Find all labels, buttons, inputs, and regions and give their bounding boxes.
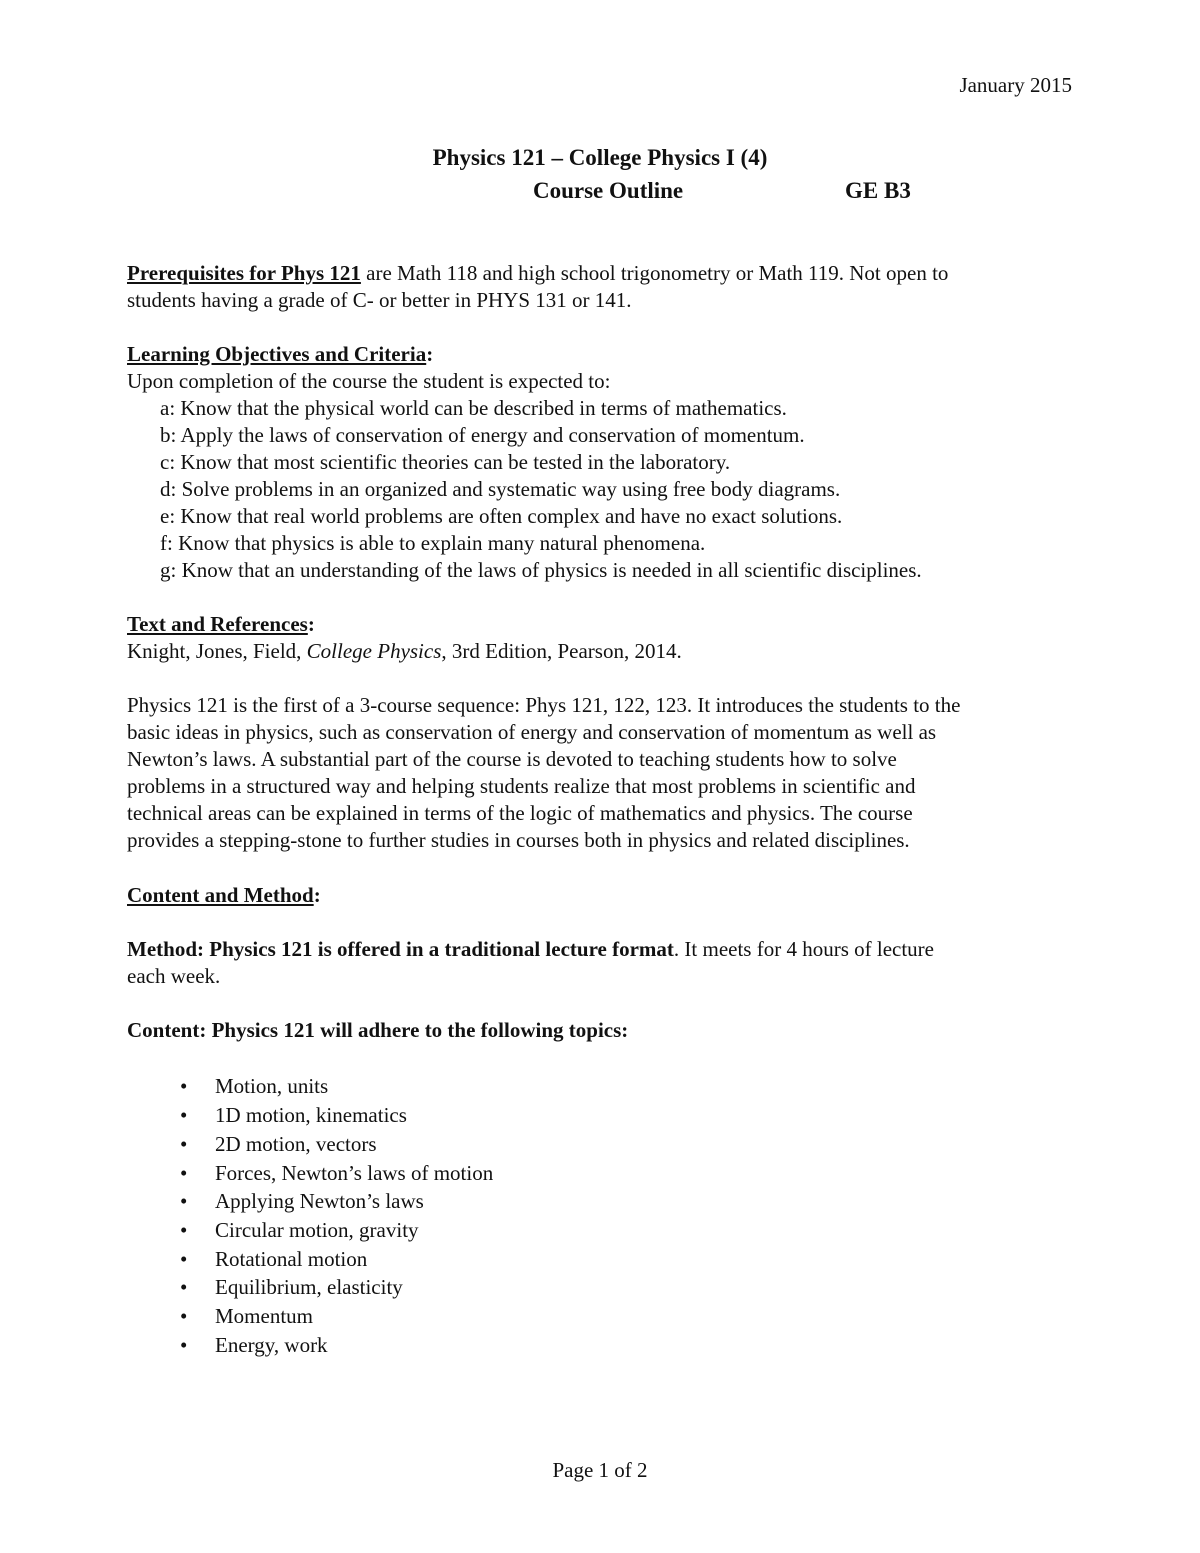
textbook-authors: Knight, Jones, Field, (127, 639, 307, 663)
objectives-intro: Upon completion of the course the student is expected to: (127, 369, 611, 393)
objective-letter: b: (160, 423, 177, 447)
textbook-citation (127, 638, 1077, 665)
bullet-icon: • (180, 1304, 188, 1328)
description-line: provides a stepping-stone to further studies in courses both in physics and related disciplines. (127, 828, 910, 852)
objective-item (160, 557, 922, 584)
topic-item (180, 1217, 419, 1244)
textbook-title: College Physics (306, 639, 442, 663)
topic-item (180, 1332, 328, 1359)
objective-text: Know that physics is able to explain many natural phenomena. (178, 531, 706, 555)
ge-category-label: GE B3 (845, 178, 911, 203)
bullet-icon: • (180, 1103, 188, 1127)
prerequisites-text-1: are Math 118 and high school trigonometry or Math 119. Not open to (360, 261, 949, 285)
course-title: Physics 121 – College Physics I (4) (432, 145, 768, 170)
references-section (127, 611, 1077, 665)
objectives-heading-line: Learning Objectives and Criteria: (127, 342, 434, 366)
bullet-icon: • (180, 1333, 188, 1357)
references-heading: Text and References (127, 612, 308, 636)
method-detail: . It meets for 4 hours of lecture (673, 937, 934, 961)
objective-item (160, 503, 842, 530)
method-statement: Method: Physics 121 is offered in a traditional lecture format (127, 937, 674, 961)
objective-text: Solve problems in an organized and systematic way using free body diagrams. (181, 477, 841, 501)
topic-item (180, 1131, 377, 1158)
topic-text: 2D motion, vectors (215, 1132, 377, 1156)
topic-text: 1D motion, kinematics (215, 1103, 407, 1127)
topic-text: Rotational motion (215, 1247, 368, 1271)
topic-item (180, 1160, 493, 1187)
objective-text: Know that the physical world can be described in terms of mathematics. (180, 396, 787, 420)
objective-letter: a: (160, 396, 176, 420)
objective-text: Know that real world problems are often complex and have no exact solutions. (180, 504, 843, 528)
prerequisites-text-2: students having a grade of C- or better in PHYS 131 or 141. (127, 288, 632, 312)
topic-item (180, 1274, 403, 1301)
objective-letter: c: (160, 450, 176, 474)
bullet-icon: • (180, 1218, 188, 1242)
objective-item (160, 395, 787, 422)
objective-text: Apply the laws of conservation of energy and conservation of momentum. (180, 423, 805, 447)
description-line: technical areas can be explained in terms of the logic of mathematics and physics. The course (127, 801, 913, 825)
bullet-icon: • (180, 1275, 188, 1299)
objective-letter: f: (160, 531, 173, 555)
topic-item (180, 1188, 424, 1215)
description-line: problems in a structured way and helping students realize that most problems in scientific and (127, 774, 916, 798)
bullet-icon: • (180, 1132, 188, 1156)
description-line: Physics 121 is the first of a 3-course sequence: Phys 121, 122, 123. It introduces the students to the (127, 693, 961, 717)
topic-text: Momentum (215, 1304, 313, 1328)
objectives-header (127, 341, 1077, 395)
prerequisites-line1 (127, 260, 1077, 287)
content-method-heading: Content and Method (127, 883, 314, 907)
objective-text: Know that an understanding of the laws of physics is needed in all scientific disciplines. (181, 558, 922, 582)
objective-item (160, 422, 805, 449)
topic-text: Applying Newton’s laws (215, 1189, 424, 1213)
method-paragraph (127, 936, 1077, 990)
prerequisites-heading: Prerequisites for Phys 121 (127, 261, 361, 285)
content-method-heading-line: Content and Method: (127, 883, 321, 907)
topic-text: Forces, Newton’s laws of motion (215, 1161, 494, 1185)
description-line: basic ideas in physics, such as conservation of energy and conservation of momentum as well as (127, 720, 937, 744)
topic-item (180, 1246, 367, 1273)
topic-text: Motion, units (215, 1074, 329, 1098)
objective-letter: e: (160, 504, 176, 528)
document-date: January 2015 (959, 73, 1072, 97)
bullet-icon: • (180, 1189, 188, 1213)
content-heading: Content: Physics 121 will adhere to the following topics: (127, 1018, 629, 1042)
references-heading-line: Text and References: (127, 612, 315, 636)
objectives-heading: Learning Objectives and Criteria (127, 342, 427, 366)
course-outline-label: Course Outline (533, 178, 684, 203)
description-line: Newton’s laws. A substantial part of the course is devoted to teaching students how to solve (127, 747, 897, 771)
objective-letter: g: (160, 558, 177, 582)
topic-item (180, 1303, 313, 1330)
topic-text: Energy, work (215, 1333, 328, 1357)
method-detail-line2: each week. (127, 964, 221, 988)
topic-text: Equilibrium, elasticity (215, 1275, 403, 1299)
objective-letter: d: (160, 477, 177, 501)
course-description (127, 692, 1077, 854)
objective-item (160, 530, 705, 557)
page-number: Page 1 of 2 (552, 1458, 648, 1482)
objective-item (160, 476, 840, 503)
topic-text: Circular motion, gravity (215, 1218, 419, 1242)
objective-text: Know that most scientific theories can be tested in the laboratory. (180, 450, 731, 474)
objective-item (160, 449, 730, 476)
prerequisites-section (127, 260, 1077, 314)
bullet-icon: • (180, 1161, 188, 1185)
textbook-details: , 3rd Edition, Pearson, 2014. (441, 639, 682, 663)
bullet-icon: • (180, 1074, 188, 1098)
topic-item (180, 1102, 407, 1129)
bullet-icon: • (180, 1247, 188, 1271)
topic-item (180, 1073, 328, 1100)
